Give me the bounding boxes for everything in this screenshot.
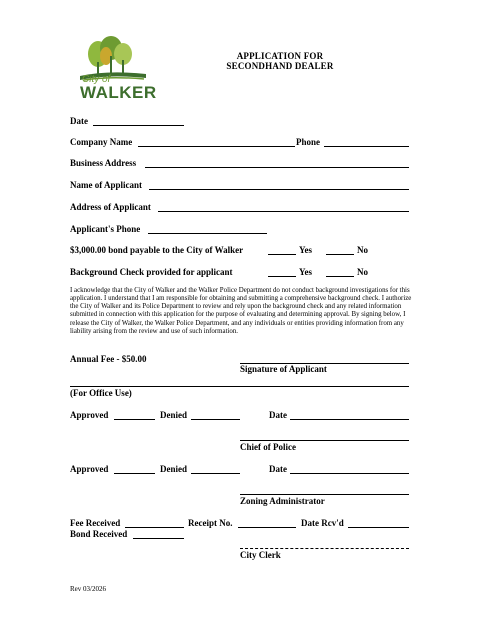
address-of-applicant-field[interactable] bbox=[158, 211, 409, 212]
date-label-1: Date bbox=[269, 410, 287, 420]
date-field-2[interactable] bbox=[290, 473, 409, 474]
name-of-applicant-label: Name of Applicant bbox=[70, 180, 142, 190]
clerk-signature-field[interactable] bbox=[240, 548, 409, 549]
signature-label: Signature of Applicant bbox=[240, 364, 327, 374]
logo-city-text: City of bbox=[82, 74, 111, 85]
zoning-signature-field[interactable] bbox=[240, 494, 409, 495]
bond-yes-label: Yes bbox=[299, 245, 312, 255]
denied-field-2[interactable] bbox=[191, 473, 240, 474]
approved-field-1[interactable] bbox=[114, 419, 155, 420]
date-rcvd-label: Date Rcv'd bbox=[301, 518, 344, 528]
applicants-phone-field[interactable] bbox=[148, 233, 267, 234]
background-no-field[interactable] bbox=[326, 276, 354, 277]
company-name-field[interactable] bbox=[138, 146, 295, 147]
form-title-line1: APPLICATION FOR bbox=[236, 51, 324, 61]
bond-no-label: No bbox=[357, 245, 368, 255]
bond-received-label: Bond Received bbox=[70, 529, 128, 539]
name-of-applicant-field[interactable] bbox=[149, 189, 409, 190]
bond-yes-field[interactable] bbox=[268, 254, 296, 255]
city-clerk-label: City Clerk bbox=[240, 550, 281, 560]
city-logo bbox=[78, 36, 157, 104]
address-of-applicant-label: Address of Applicant bbox=[70, 202, 151, 212]
background-check-label: Background Check provided for applicant bbox=[70, 267, 233, 277]
applicants-phone-label: Applicant's Phone bbox=[70, 224, 141, 234]
approved-label-1: Approved bbox=[70, 410, 109, 420]
revision-text: Rev 03/2026 bbox=[70, 585, 106, 593]
office-use-label: (For Office Use) bbox=[70, 388, 132, 398]
denied-label-2: Denied bbox=[160, 464, 187, 474]
annual-fee-label: Annual Fee - $50.00 bbox=[70, 354, 147, 364]
date-field-1[interactable] bbox=[290, 419, 409, 420]
background-yes-field[interactable] bbox=[268, 276, 296, 277]
fee-received-field[interactable] bbox=[125, 527, 184, 528]
chief-signature-field[interactable] bbox=[240, 440, 409, 441]
denied-field-1[interactable] bbox=[191, 419, 240, 420]
approved-label-2: Approved bbox=[70, 464, 109, 474]
office-use-divider bbox=[70, 386, 409, 387]
receipt-no-label: Receipt No. bbox=[188, 518, 233, 528]
background-yes-label: Yes bbox=[299, 267, 312, 277]
date-label-2: Date bbox=[269, 464, 287, 474]
bond-received-field[interactable] bbox=[133, 538, 184, 539]
date-field[interactable] bbox=[93, 125, 184, 126]
logo-walker-text: WALKER bbox=[80, 83, 157, 102]
business-address-field[interactable] bbox=[145, 167, 409, 168]
chief-of-police-label: Chief of Police bbox=[240, 442, 296, 452]
business-address-label: Business Address bbox=[70, 158, 137, 168]
approved-field-2[interactable] bbox=[114, 473, 155, 474]
form-title-line2: SECONDHAND DEALER bbox=[226, 61, 334, 71]
company-name-label: Company Name bbox=[70, 137, 133, 147]
phone-label: Phone bbox=[296, 137, 321, 147]
date-rcvd-field[interactable] bbox=[348, 527, 409, 528]
date-label: Date bbox=[70, 116, 88, 126]
denied-label-1: Denied bbox=[160, 410, 187, 420]
receipt-no-field[interactable] bbox=[238, 527, 296, 528]
phone-field[interactable] bbox=[324, 146, 409, 147]
fee-received-label: Fee Received bbox=[70, 518, 121, 528]
zoning-administrator-label: Zoning Administrator bbox=[240, 496, 325, 506]
form-title bbox=[200, 51, 360, 71]
bond-label: $3,000.00 bond payable to the City of Walker bbox=[70, 245, 244, 255]
background-no-label: No bbox=[357, 267, 368, 277]
bond-no-field[interactable] bbox=[326, 254, 354, 255]
acknowledgement-text: I acknowledge that the City of Walker and the Walker Police Department do not conduct background investigations for this application. I understand that I am responsible for obtaining and submitting a comprehensive background check. I authorize the City of Walker and its Police Department to review and rely upon the background check and any related information submitted in connection with this application for the purpose of evaluating and determining approval. By signing below, I release the City of Walker, the Walker Police Department, and any individuals or entities providing information from any liability arising from the review and use of such information. bbox=[70, 287, 412, 335]
